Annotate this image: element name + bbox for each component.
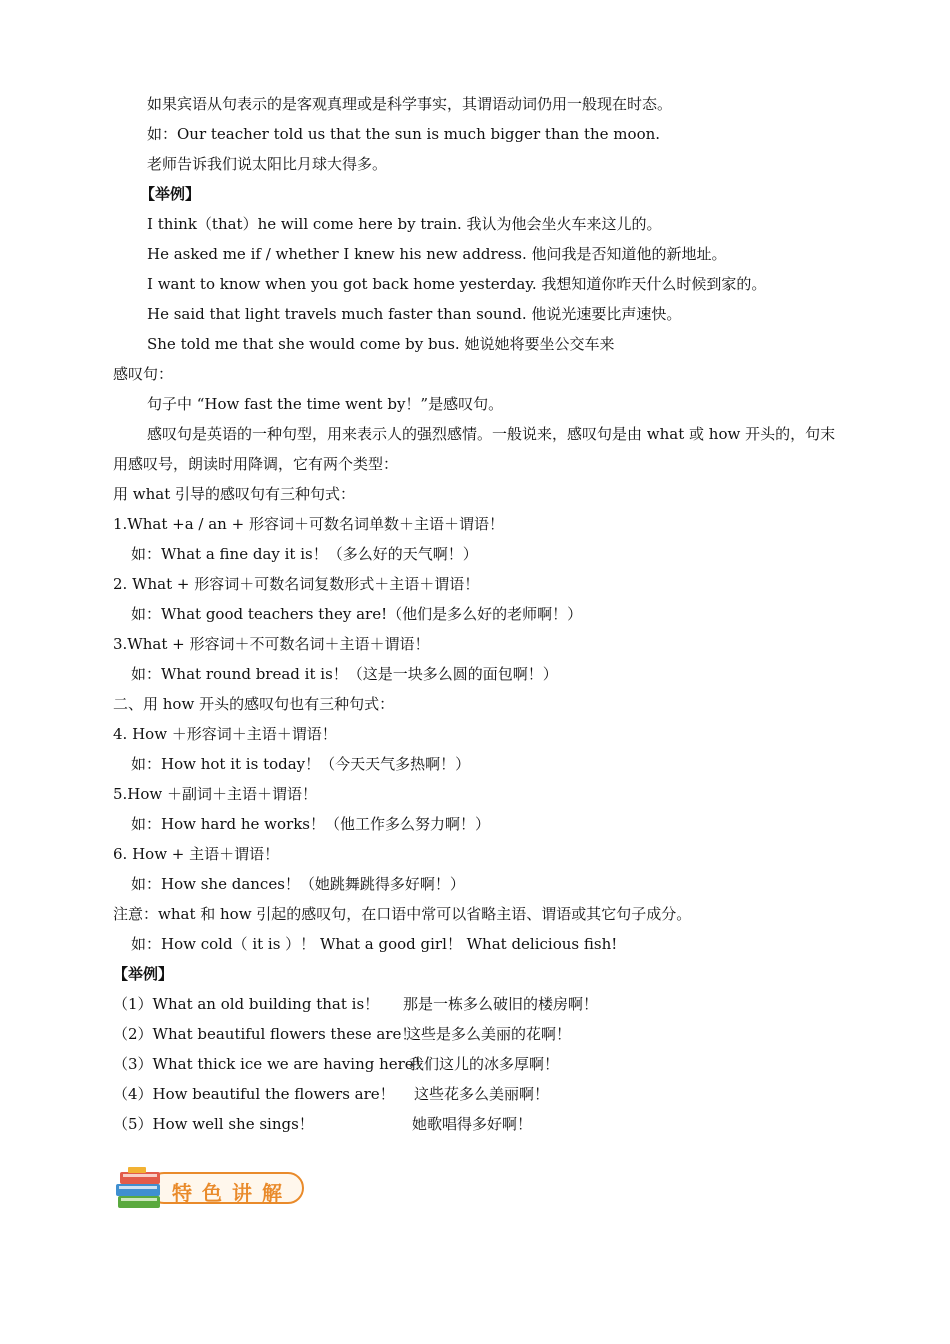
section-heading-example-1: 【举例】: [140, 185, 201, 203]
pattern-1: 1.What +a / an + 形容词＋可数名词单数＋主语＋谓语！: [113, 515, 504, 533]
text-line-how-patterns: 二、用 how 开头的感叹句也有三种句式：: [113, 695, 395, 713]
example-sentence-1: I think（that）he will come here by train. 我认为他会坐火车来这儿的。: [147, 215, 662, 233]
feature-badge: [112, 1164, 310, 1214]
example-zh-5: 她歌唱得多好啊！: [412, 1115, 533, 1133]
text-line-2: 如：Our teacher told us that the sun is much bigger than the moon.: [147, 125, 661, 143]
pattern-2: 2. What + 形容词＋可数名词复数形式＋主语＋谓语！: [113, 575, 480, 593]
note-line: 注意：what 和 how 引起的感叹句，在口语中常可以省略主语、谓语或其它句子成分。: [113, 905, 692, 923]
pattern-3-example: 如：What round bread it is！（这是一块多么圆的面包啊！）: [131, 665, 558, 683]
example-sentence-2: He asked me if / whether I knew his new address. 他问我是否知道他的新地址。: [147, 245, 727, 263]
text-line-3: 老师告诉我们说太阳比月球大得多。: [147, 155, 388, 173]
text-line-1: 如果宾语从句表示的是客观真理或是科学事实，其谓语动词仍用一般现在时态。: [147, 95, 673, 113]
example-en-4: （4）How beautiful the flowers are！: [113, 1085, 395, 1103]
pattern-2-example: 如：What good teachers they are!（他们是多么好的老师啊！）: [131, 605, 583, 623]
example-en-3: （3）What thick ice we are having here！: [113, 1055, 429, 1073]
example-sentence-4: He said that light travels much faster than sound. 他说光速要比声速快。: [147, 305, 682, 323]
books-icon: [112, 1164, 172, 1214]
example-sentence-5: She told me that she would come by bus. 她说她将要坐公交车来: [147, 335, 615, 353]
text-line-intro: 句子中 “How fast the time went by！”是感叹句。: [147, 395, 504, 413]
example-zh-3: 我们这儿的冰多厚啊！: [409, 1055, 560, 1073]
badge-label: 特色讲解: [172, 1181, 292, 1205]
example-zh-1: 那是一栋多么破旧的楼房啊！: [403, 995, 599, 1013]
pattern-4: 4. How ＋形容词＋主语＋谓语！: [113, 725, 337, 743]
example-en-2: （2）What beautiful flowers these are！: [113, 1025, 417, 1043]
example-en-1: （1）What an old building that is！: [113, 995, 380, 1013]
note-example: 如：How cold（ it is ）！ What a good girl！ What delicious fish!: [131, 935, 618, 953]
pattern-4-example: 如：How hot it is today！（今天天气多热啊！）: [131, 755, 471, 773]
example-sentence-3: I want to know when you got back home yesterday. 我想知道你昨天什么时候到家的。: [147, 275, 767, 293]
section-heading-example-2: 【举例】: [113, 965, 174, 983]
pattern-5: 5.How ＋副词＋主语＋谓语！: [113, 785, 318, 803]
paragraph-definition: 感叹句是英语的一种句型，用来表示人的强烈感情。一般说来，感叹句是由 what 或 how 开头的，句末用感叹号，朗读时用降调，它有两个类型：: [113, 425, 836, 473]
pattern-5-example: 如：How hard he works！（他工作多么努力啊！）: [131, 815, 490, 833]
example-zh-2: 这些是多么美丽的花啊！: [406, 1025, 572, 1043]
example-en-5: （5）How well she sings！: [113, 1115, 314, 1133]
pattern-6-example: 如：How she dances！（她跳舞跳得多好啊！）: [131, 875, 465, 893]
topic-heading-exclamatory: 感叹句：: [113, 365, 174, 383]
pattern-6: 6. How + 主语＋谓语！: [113, 845, 280, 863]
example-zh-4: 这些花多么美丽啊！: [414, 1085, 550, 1103]
pattern-3: 3.What + 形容词＋不可数名词＋主语＋谓语！: [113, 635, 430, 653]
pattern-1-example: 如：What a fine day it is！（多么好的天气啊！）: [131, 545, 478, 563]
text-line-what-patterns: 用 what 引导的感叹句有三种句式：: [113, 485, 356, 503]
